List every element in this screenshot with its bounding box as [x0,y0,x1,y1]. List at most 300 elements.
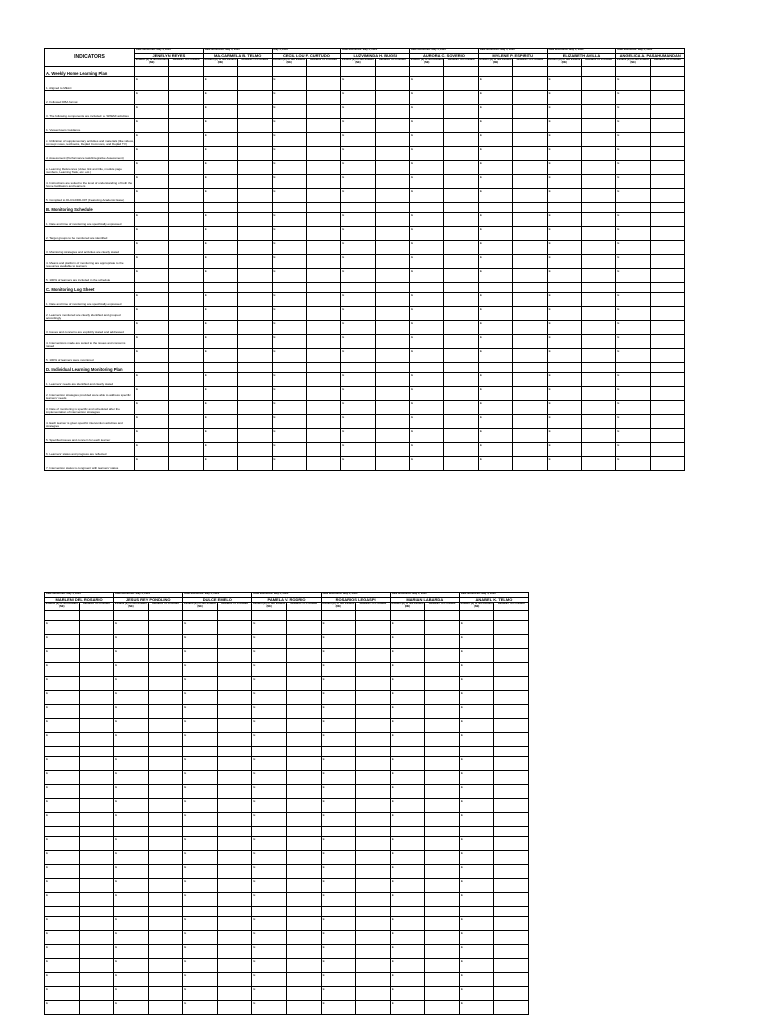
evident-cell [272,373,306,387]
indicator-row [45,349,685,363]
remarks-cell [148,865,183,879]
evident-mark: E [391,987,394,991]
evident-header: Evident (E) or Not Evident (NE) [547,59,581,67]
remarks-cell [494,621,529,635]
remarks-cell [513,307,547,321]
indicator-row [45,429,685,443]
evident-mark: E [460,719,463,723]
evident-cell [478,335,512,349]
evident-cell [390,959,425,973]
evident-cell [203,67,237,77]
evident-mark: E [342,387,345,391]
remarks-cell [169,429,203,443]
evident-mark: E [460,851,463,855]
remarks-cell [148,987,183,1001]
evident-header: Evident (E) or Not Evident (NE) [616,59,650,67]
remarks-cell [217,1001,252,1015]
evident-cell [272,457,306,471]
remarks-cell [306,415,340,429]
evident-mark: E [479,373,482,377]
remarks-cell [581,213,615,227]
evident-mark: E [46,621,49,625]
evident-cell [272,175,306,189]
evident-cell [341,133,375,147]
evident-cell [547,147,581,161]
evident-cell [478,227,512,241]
remarks-cell [513,387,547,401]
evident-mark: E [273,269,276,273]
evident-cell [410,77,444,91]
evident-mark: E [411,293,414,297]
remarks-cell [444,415,478,429]
evident-mark: E [411,349,414,353]
indicator-text: 1. Date and time of monitoring are specifically expressed [45,213,135,227]
remarks-cell [169,363,203,373]
remarks-cell [356,733,391,747]
remarks-cell [286,705,321,719]
evident-cell [321,663,356,677]
remarks-cell [148,959,183,973]
remarks-cell [169,373,203,387]
remarks-cell [513,443,547,457]
evident-mark: E [460,945,463,949]
evident-mark: E [204,401,207,405]
evident-mark: E [46,677,49,681]
remarks-cell [217,917,252,931]
evident-cell [114,917,149,931]
evident-mark: E [391,945,394,949]
evident-cell [45,813,80,827]
evident-cell [341,429,375,443]
remarks-cell [306,241,340,255]
evident-mark: E [411,105,414,109]
evident-cell [321,945,356,959]
evident-mark: E [46,1001,49,1005]
remarks-cell [650,147,684,161]
evident-cell [410,189,444,203]
remarks-cell [375,363,409,373]
evident-mark: E [411,307,414,311]
indicator-row [45,133,685,147]
remarks-cell [650,175,684,189]
remarks-cell [79,611,114,621]
indicator-row [45,879,529,893]
evident-mark: E [184,757,187,761]
evident-cell [183,945,218,959]
indicator-text: 6. Learners' status and progress are reflected [45,443,135,457]
evident-mark: E [391,799,394,803]
remarks-cell [513,363,547,373]
remarks-cell [217,747,252,757]
evident-mark: E [479,335,482,339]
evident-mark: E [411,457,414,461]
evident-cell [459,799,494,813]
remarks-header: Remarks TA Provided [375,59,409,67]
evident-mark: E [273,189,276,193]
evident-cell [183,837,218,851]
remarks-cell [238,241,272,255]
remarks-cell [494,945,529,959]
remarks-cell [650,429,684,443]
remarks-cell [286,635,321,649]
indicator-text: 5. Specified issues and concern for each learner [45,429,135,443]
evident-cell [114,799,149,813]
evident-mark: E [204,227,207,231]
evident-cell [459,771,494,785]
remarks-cell [169,203,203,213]
date-monitored: Date Monitored: May 4, 2020 [341,49,410,54]
evident-mark: E [136,293,139,297]
remarks-cell [425,677,460,691]
evident-cell [478,161,512,175]
remarks-cell [425,611,460,621]
evident-cell [252,865,287,879]
evident-mark: E [460,733,463,737]
evident-cell [616,189,650,203]
evident-cell [390,621,425,635]
evident-mark: E [617,105,620,109]
remarks-cell [286,771,321,785]
remarks-cell [286,1001,321,1015]
remarks-cell [650,213,684,227]
evident-mark: E [342,91,345,95]
remarks-cell [286,649,321,663]
remarks-cell [581,457,615,471]
evident-mark: E [322,663,325,667]
evident-mark: E [46,649,49,653]
remarks-cell [425,851,460,865]
evident-cell [114,959,149,973]
remarks-cell [375,349,409,363]
teacher-name: LUZVIMINDA H. BUGSI [341,54,410,59]
evident-cell [341,283,375,293]
evident-mark: E [115,785,118,789]
evident-cell [547,349,581,363]
evident-cell [321,931,356,945]
remarks-cell [286,837,321,851]
evident-cell [114,663,149,677]
remarks-cell [513,283,547,293]
remarks-cell [581,307,615,321]
evident-cell [135,67,169,77]
evident-mark: E [460,677,463,681]
evident-mark: E [184,987,187,991]
remarks-cell [148,705,183,719]
section-title: D. Individual Learning Monitoring Plan [45,363,135,373]
remarks-cell [286,733,321,747]
evident-mark: E [391,635,394,639]
remarks-cell [286,663,321,677]
remarks-cell [513,457,547,471]
remarks-cell [444,321,478,335]
remarks-cell [494,851,529,865]
remarks-cell [425,827,460,837]
evident-mark: E [136,349,139,353]
remarks-cell [306,161,340,175]
evident-cell [478,457,512,471]
indicator-row [45,851,529,865]
evident-mark: E [460,837,463,841]
remarks-cell [169,443,203,457]
evident-mark: E [548,429,551,433]
remarks-cell [356,813,391,827]
evident-mark: E [391,691,394,695]
evident-mark: E [204,189,207,193]
evident-mark: E [184,771,187,775]
remarks-cell [286,917,321,931]
remarks-cell [169,457,203,471]
remarks-cell [444,227,478,241]
evident-mark: E [479,227,482,231]
remarks-cell [79,785,114,799]
evident-mark: E [136,457,139,461]
evident-mark: E [184,705,187,709]
evident-cell [252,677,287,691]
evident-cell [203,335,237,349]
remarks-cell [425,635,460,649]
remarks-cell [581,133,615,147]
section-row [45,827,529,837]
indicator-row [45,785,529,799]
remarks-cell [650,283,684,293]
remarks-cell [217,907,252,917]
evident-mark: E [184,719,187,723]
evident-mark: E [273,91,276,95]
evident-cell [410,293,444,307]
evident-mark: E [273,133,276,137]
evident-cell [135,335,169,349]
evident-cell [459,893,494,907]
evident-mark: E [273,175,276,179]
remarks-cell [375,189,409,203]
evident-cell [478,119,512,133]
evident-cell [341,415,375,429]
evident-mark: E [322,987,325,991]
remarks-cell [375,241,409,255]
evident-cell [478,203,512,213]
evident-cell [272,133,306,147]
indicator-row [45,663,529,677]
evident-mark: E [322,917,325,921]
evident-cell [459,677,494,691]
evident-cell [616,175,650,189]
evident-mark: E [253,719,256,723]
remarks-cell [306,335,340,349]
evident-cell [183,663,218,677]
sub-header-row [45,603,529,611]
evident-cell [135,401,169,415]
evident-mark: E [479,241,482,245]
evident-mark: E [115,691,118,695]
evident-cell [547,321,581,335]
remarks-cell [79,733,114,747]
evident-mark: E [204,241,207,245]
evident-mark: E [136,321,139,325]
remarks-cell [650,203,684,213]
evident-cell [203,457,237,471]
remarks-cell [79,771,114,785]
evident-cell [616,321,650,335]
remarks-cell [356,973,391,987]
evident-cell [616,363,650,373]
evident-cell [114,611,149,621]
indicator-row [45,893,529,907]
evident-cell [341,119,375,133]
evident-cell [45,663,80,677]
remarks-cell [217,813,252,827]
evident-cell [252,747,287,757]
evident-cell [341,175,375,189]
evident-cell [321,705,356,719]
remarks-cell [444,133,478,147]
indicator-text: d. Assessment (Performance task/Integrative Assessment) [45,147,135,161]
evident-cell [547,189,581,203]
evident-cell [616,203,650,213]
remarks-cell [375,175,409,189]
evident-header: Evident (E) or Not Evident (NE) [272,59,306,67]
date-monitored: Date Monitored: May 4, 2020 [183,593,252,598]
remarks-cell [148,733,183,747]
evident-mark: E [617,457,620,461]
evident-cell [321,837,356,851]
remarks-cell [238,227,272,241]
remarks-cell [148,837,183,851]
remarks-cell [238,307,272,321]
evident-cell [114,719,149,733]
evident-cell [135,213,169,227]
remarks-cell [375,77,409,91]
evident-mark: E [322,837,325,841]
evident-mark: E [46,705,49,709]
remarks-cell [581,241,615,255]
evident-cell [114,705,149,719]
evident-cell [341,227,375,241]
evident-mark: E [204,443,207,447]
evident-cell [547,457,581,471]
evident-mark: E [617,189,620,193]
remarks-cell [238,119,272,133]
evident-cell [203,203,237,213]
remarks-cell [581,77,615,91]
evident-mark: E [322,771,325,775]
evident-mark: E [342,457,345,461]
remarks-cell [356,959,391,973]
indicator-text: 5. Complied to DLC/LDDD-007 (Featuring Academic Ease) [45,189,135,203]
remarks-header: Remarks TA Provided [286,603,321,611]
remarks-cell [286,987,321,1001]
evident-cell [114,837,149,851]
evident-cell [547,255,581,269]
remarks-cell [356,677,391,691]
remarks-cell [650,293,684,307]
evident-mark: E [273,119,276,123]
indicator-row [45,213,685,227]
evident-mark: E [617,429,620,433]
evident-header: Evident (E) or Not Evident (NE) [390,603,425,611]
remarks-cell [425,771,460,785]
remarks-cell [217,837,252,851]
remarks-cell [425,649,460,663]
evident-mark: E [342,373,345,377]
evident-cell [203,213,237,227]
evident-cell [321,635,356,649]
remarks-header: Remarks TA Provided [238,59,272,67]
evident-mark: E [391,663,394,667]
remarks-cell [286,931,321,945]
evident-cell [410,457,444,471]
evident-cell [459,649,494,663]
remarks-cell [238,213,272,227]
evident-cell [252,611,287,621]
evident-cell [203,269,237,283]
evident-cell [272,77,306,91]
remarks-cell [356,635,391,649]
evident-mark: E [479,105,482,109]
evident-cell [321,893,356,907]
remarks-cell [286,611,321,621]
remarks-cell [286,865,321,879]
evident-mark: E [184,691,187,695]
evident-cell [114,771,149,785]
evident-cell [45,837,80,851]
remarks-header: Remarks TA Provided [650,59,684,67]
evident-mark: E [342,105,345,109]
remarks-cell [375,335,409,349]
evident-cell [410,335,444,349]
evident-mark: E [548,387,551,391]
evident-header: Evident (E) or Not Evident (NE) [252,603,287,611]
evident-cell [341,321,375,335]
evident-mark: E [617,335,620,339]
evident-cell [341,91,375,105]
remarks-cell [148,677,183,691]
evident-cell [45,799,80,813]
evident-mark: E [46,691,49,695]
evident-cell [272,401,306,415]
remarks-cell [650,335,684,349]
remarks-cell [375,443,409,457]
remarks-cell [238,133,272,147]
evident-mark: E [617,373,620,377]
remarks-cell [306,189,340,203]
evident-cell [616,373,650,387]
remarks-cell [148,611,183,621]
remarks-cell [650,133,684,147]
remarks-cell [494,813,529,827]
evident-cell [183,677,218,691]
evident-cell [114,865,149,879]
evident-mark: E [617,255,620,259]
remarks-cell [238,203,272,213]
remarks-cell [148,635,183,649]
teacher-name: JESUS REY PONDLINO [114,598,183,603]
evident-mark: E [136,429,139,433]
remarks-cell [375,161,409,175]
remarks-cell [148,649,183,663]
evident-mark: E [184,663,187,667]
evident-cell [114,621,149,635]
remarks-cell [79,879,114,893]
evident-mark: E [411,189,414,193]
teacher-name: ELIZABETH AVILLA [547,54,616,59]
remarks-cell [169,161,203,175]
evident-cell [341,147,375,161]
indicator-row [45,771,529,785]
indicator-row [45,457,685,471]
evident-cell [410,387,444,401]
remarks-cell [79,973,114,987]
evident-mark: E [548,91,551,95]
